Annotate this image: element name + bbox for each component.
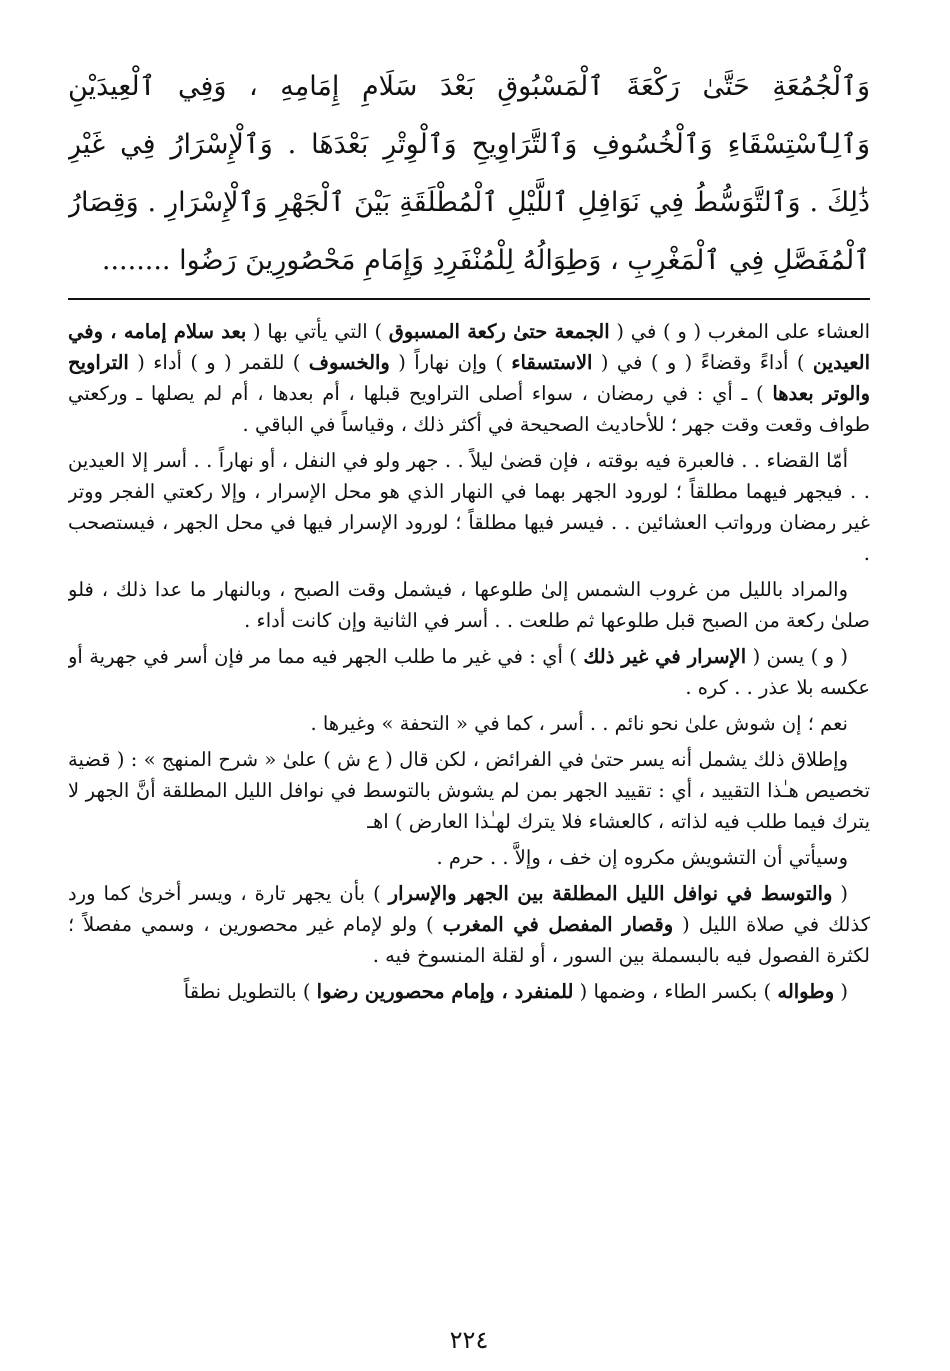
- p4-text-c: ) أي : في غير ما طلب الجهر فيه مما مر فإن أسر في جهرية أو عكسه بلا عذر . . كره .: [68, 645, 870, 699]
- p1-bold-5: التراويح والوتر بعدها: [68, 351, 870, 405]
- p1-text-c: ) التي يأتي بها (: [246, 320, 389, 343]
- matn-text: [68, 58, 870, 290]
- p1-bold-1: الجمعة حتىٰ ركعة المسبوق: [388, 320, 610, 343]
- commentary-paragraph-2: أمّا القضاء . . فالعبرة فيه بوقته ، فإن قضىٰ ليلاً . . جهر ولو في النفل ، أو نهاراً . . أسر إلا العيدين . . فيجهر فيهما مطلقاً ؛ لورود الجهر بهما في النهار الذي هو محل الإسرار ، وإلا ركعتي الفجر ووتر غير رمضان ورواتب العشائين . . فيسر فيها مطلقاً ؛ لورود الإسرار فيها في محل الجهر ، فيستصحب .: [68, 449, 870, 565]
- page: [68, 58, 870, 1371]
- p1-bold-2: بعد سلام إمامه ، وفي العيدين: [68, 320, 870, 374]
- p1-bold-3: الاستسقاء: [511, 351, 593, 374]
- p9-text-c: ) بكسر الطاء ، وضمها (: [573, 980, 778, 1003]
- commentary-paragraph-5: نعم ؛ إن شوش علىٰ نحو نائم . . أسر ، كما في « التحفة » وغيرها .: [310, 712, 848, 735]
- p1-bold-4: والخسوف: [308, 351, 390, 374]
- commentary-paragraph-8: [68, 878, 870, 971]
- p1-text-g: ) ـ أي : في رمضان ، سواء أصلى التراويح قبلها ، أم بعدها ، أم لم يصلها ـ وركعتي طواف وقعت وقت جهر ؛ للأحاديث الصحيحة في أكثر ذلك ، وقياساً في الباقي .: [68, 382, 870, 436]
- commentary-paragraph-4: [68, 641, 870, 703]
- matn-dots: ........: [101, 245, 171, 276]
- p8-text-a: (: [832, 882, 848, 905]
- commentary-paragraph-9: [68, 976, 870, 1007]
- p9-text-d: ) بالتطويل نطقاً: [183, 980, 317, 1003]
- p1-text-e: ) وإن نهاراً (: [389, 351, 512, 374]
- p8-text-d: ) ولو لإمام غير محصورين ، وسمي مفصلاً ؛ لكثرة الفصول فيه بالبسملة بين السور ، أو لقلة المنسوخ فيه .: [68, 913, 870, 967]
- page-number: ٢٢٤: [449, 1326, 489, 1354]
- p8-bold-1: والتوسط في نوافل الليل المطلقة بين الجهر والإسرار: [388, 882, 833, 905]
- p1-text-a: العشاء على المغرب ( و ) في (: [609, 320, 870, 343]
- commentary-paragraph-3: والمراد بالليل من غروب الشمس إلىٰ طلوعها ، فيشمل وقت الصبح ، وبالنهار ما عدا ذلك ، فلو صلىٰ ركعة من الصبح قبل طلوعها ثم طلعت . . أسر في الثانية وإن كانت أداء .: [68, 578, 870, 632]
- p1-text-d: ) أداءً وقضاءً ( و ) في (: [592, 351, 813, 374]
- commentary-paragraph-7: وسيأتي أن التشويش مكروه إن خف ، وإلاَّ . . حرم .: [436, 846, 848, 869]
- p1-text-f: ) للقمر ( و ) أداء (: [128, 351, 309, 374]
- p4-text-a: ( و ) يسن (: [746, 645, 849, 668]
- p4-bold-1: الإسرار في غير ذلك: [583, 645, 747, 668]
- p9-bold-2: للمنفرد ، وإمام محصورين رضوا: [316, 980, 574, 1003]
- p9-bold-1: وطواله: [777, 980, 835, 1003]
- commentary: [68, 316, 870, 1266]
- commentary-paragraph-1: [68, 316, 870, 440]
- matn-body: وَٱلْجُمُعَةِ حَتَّىٰ رَكْعَةَ ٱلْمَسْبُوقِ بَعْدَ سَلَامِ إِمَامِهِ ، وَفِي ٱلْعِيدَيْنِ وَٱلِٱسْتِسْقَاءِ وَٱلْخُسُوفِ وَٱلتَّرَاوِيحِ وَٱلْوِتْرِ بَعْدَهَا . وَٱلْإِسْرَارُ فِي غَيْرِ ذَٰلِكَ . وَٱلتَّوَسُّطُ فِي نَوَافِلِ ٱللَّيْلِ ٱلْمُطْلَقَةِ بَيْنَ ٱلْجَهْرِ وَٱلْإِسْرَارِ . وَقِصَارُ ٱلْمُفَصَّلِ فِي ٱلْمَغْرِبِ ، وَطِوَالُهُ لِلْمُنْفَرِدِ وَإِمَامِ مَحْصُورِينَ رَضُوا: [68, 71, 870, 276]
- commentary-paragraph-6: وإطلاق ذلك يشمل أنه يسر حتىٰ في الفرائض ، لكن قال ( ع ش ) علىٰ « شرح المنهج » : ( قضية تخصيص هـٰذا التقييد ، أي : تقييد الجهر بمن لم يشوش بالتوسط في نوافل الليل المطلقة أنَّ الجهر لا يترك فيما طلب فيه لذاته ، كالعشاء فلا يترك لهـٰذا العارض ) اهـ: [68, 748, 870, 833]
- p8-bold-2: وقصار المفصل في المغرب: [442, 913, 674, 936]
- separator-rule: [68, 298, 870, 300]
- p8-text-c: ) بأن يجهر تارة ، ويسر أخرىٰ كما ورد كذلك في صلاة الليل (: [68, 882, 870, 936]
- p9-text-a: (: [834, 980, 848, 1003]
